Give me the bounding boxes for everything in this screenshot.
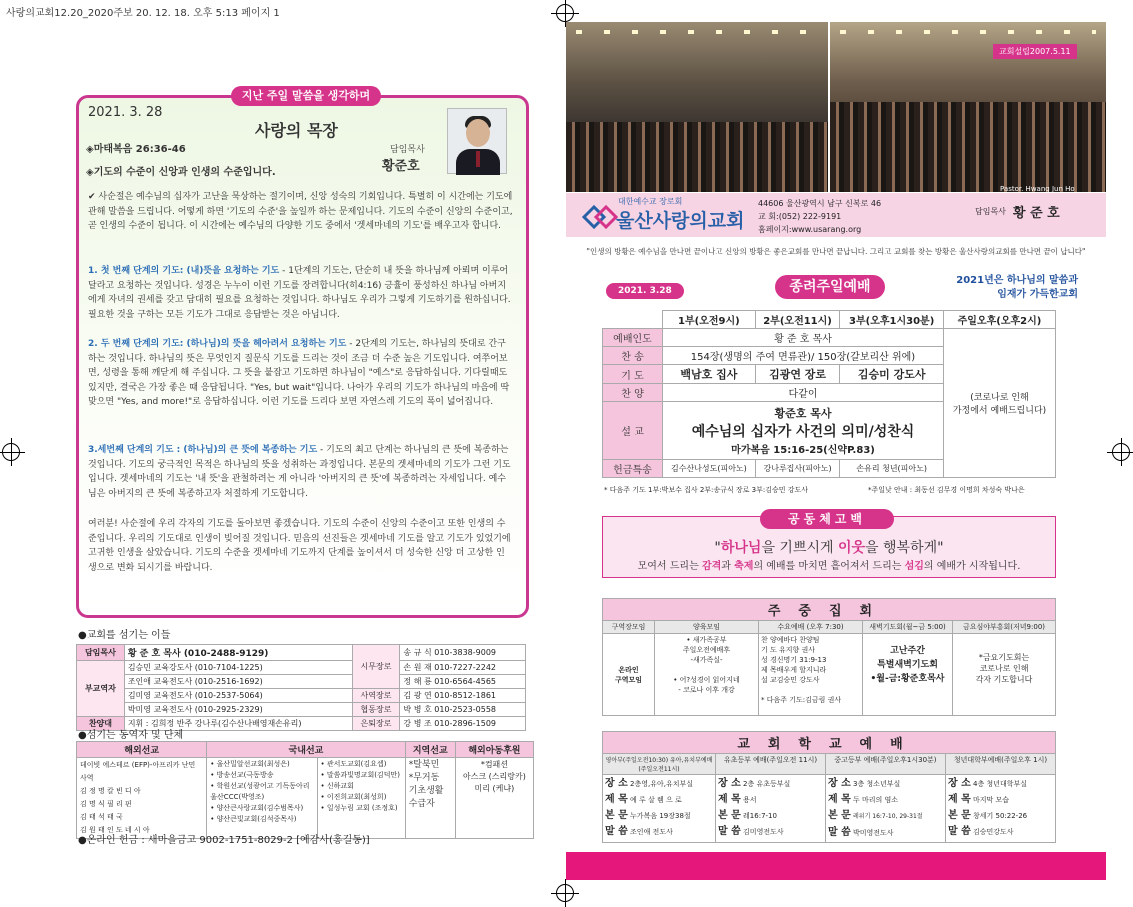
pastor-role: 담임목사: [390, 145, 425, 155]
pastor-name: 황준호: [382, 159, 420, 174]
church-logo-icon: [582, 203, 618, 229]
scripture-reference: ◈마태복음 26:36-46: [86, 144, 186, 155]
church-school-table: 교회학교예배 영아부(주일오전10:30) 유아,유치부예배(주일오전11시) 유초등부 예배(주일오전 11시) 중고등부 예배(주일오후1시30분) 청년대학부예배(주일오후 1시) 장 소 2층영,유아,유치부실 제 목 예 루 살 렘 으 로 본 문 누가복음 19장38절 말 씀 조인애 전도사 장 소 2층 유초등부실 제 목 용서 본 문 레16:7-10 말 씀 김미영전도사 장 소 3층 청소년부실 제 목 두 마리의 염소 본 문 레위기 16:7-10, 29-31절 말 씀 박미영전도사 장 소 4층 청년대학부실 제 목 마지막 모습 본 문 창세기 50:22-26 말 씀 김승민강도사: [602, 731, 1056, 843]
sermon-intro: ✔ 사순절은 예수님의 십자가 고난을 묵상하는 절기이며, 신앙 성숙의 기회입니다. 특별히 이 시간에는 기도에 관해 말씀을 드립니다. 어떻게 하면 '기도의 수준'을 높일까 하는 문제입니다. 기도의 수준이 신앙의 수준이고, 곧 인생의 수준이 됩니다. 이 시간에는 예수님의 다양한 기도 중에서 '겟세마네의 기도'를 배우고자 합니다.: [88, 192, 513, 231]
sermon-tab-label: 지난 주일 말씀을 생각하며: [231, 86, 381, 106]
church-slogan: "인생의 방황은 예수님을 만나면 끝이나고 신앙의 방황은 좋은교회를 만나면 끝납니다. 그리고 교회를 찾는 방황은 울산사랑의교회를 만나면 끝이 납니다": [586, 247, 1086, 256]
sermon-point-1: 1. 첫 번째 단계의 기도: (내)뜻을 요청하는 기도 - 1단계의 기도는, 단순히 내 뜻을 하나님께 아뢰며 이루어 달라고 요청하는 것입니다. 성경은 누누이 이런 기도를 장려합니다(히4:16) 긍휼이 풍성하신 하나님 아버지에게 자녀의 권세를 갖고 담대히 필요를 요청하는 것입니다. 하나님도 우리가 그렇게 기도하기를 원하십니다. 필요한 것을 구하는 모든 기도가 그대로 응답받는 것은 아닙니다.: [88, 266, 511, 320]
bar-pastor-name: 황 준 호: [1013, 206, 1060, 221]
worship-order-table: 1부(오전9시) 2부(오전11시) 3부(오후1시30분) 주일오후(오후2시) 예배인도 황 준 호 목사 (코로나로 인해 가정에서 예배드립니다) 찬 송 154장(생명의 주여 면류관)/ 150장(갈보리산 위에) 기 도 백남호 집사 김광연 장로 김승미 강도사 찬 양 다같이 설 교 황준호 목사 예수님의 십자가 사건의 의미/성찬식 마가복음 15:16-25(신약P.83) 헌금특송 김수산나성도(피아노) 강나루집사(피아노) 손유리 청년(피아노): [602, 310, 1056, 478]
church-address: 44606 울산광역시 남구 신복로 46 교 회:(052) 222-9191 홈페이지:www.usarang.org: [758, 199, 882, 234]
pastor-english-name: Pastor. Hwang Jun Ho: [1000, 185, 1075, 193]
sermon-point-2: 2. 두 번째 단계의 기도: (하나님)의 뜻을 헤아려서 요청하는 기도 - 2단계의 기도는, 하나님의 뜻대로 간구하는 것입니다. 하나님의 뜻은 무엇인지 질문식 기도를 드리는 것이 조금 더 수준 높은 기도입니다. 여쭈어보면, 성령을 통해 깨닫게 해 주십니다. 그 뜻을 붙잡고 기도하면 하나님이 "예스"로 응답하십니다. 기다릴때도 있지만, 결국은 가장 좋은 때 응답됩니다. "Yes, but wait"입니다. 나아가 우리의 기도가 하나님의 마음에 딱 맞으면 "Yes, and more!"로 응답하십니다. 이런 기도를 드리다 보면 자연스레 기도의 폭이 넓어집니다.: [88, 339, 510, 407]
missions-heading: ●섬기는 동역자 및 단체: [78, 730, 184, 741]
sermon-date: 2021. 3. 28: [88, 105, 163, 120]
year-theme: 2021년은 하나님의 말씀과 임재가 가득한교회: [956, 275, 1078, 300]
worship-title: 종려주일예배: [775, 275, 885, 299]
weekday-meetings-table: 주중집회 구역장모임 양육모임 수요예배 (오후 7:30) 새벽기도회(월~금 5:00) 금요심야부흥회(저녁9:00) 온라인 구역모임 • 새가족공부 주일오전예배후 -새가족실- • 어?성경이 읽어지네 - 코로나 이후 개강 찬 양예바다 찬양팀 기 도 유지향 권사 성 경신명기 31:9-13 제 목배우게 할지니라 설 교김승민 강도사 * 다음주 기도:김금림 권사 고난주간 특별새벽기도회 •월-금:황준호목사 *금요기도회는 코로나로 인해 각자 기도합니다: [602, 598, 1056, 716]
servants-table: 담임목사 황 준 호 목사 (010-2488-9129) 시무장로 송 규 식 010-3838-9009 부교역자 김승민 교육강도사 (010-7104-1225) 손 원 재 010-7227-2242 조인애 교육전도사 (010-2516-1692) 정 해 룡 010-6564-4565 김미영 교육전도사 (010-2537-5064) 사역장로 김 광 연 010-8512-1861 박미영 교육전도사 (010-2925-2329) 협동장로 박 병 호 010-2523-0558 찬양대 지휘 : 김희정 반주 강나루(김수산나배영재손유리) 은퇴장로 강 병 조 010-2896-1509: [76, 644, 526, 731]
community-confession-title: 공동체고백: [760, 509, 894, 529]
worship-date-badge: 2021. 3.28: [606, 283, 684, 299]
confession-sub-text: 모여서 드리는 감격과 축제의 예배를 마치면 흩어져서 드리는 섬김의 예배가 시작됩니다.: [637, 561, 1021, 572]
worship-photo-stage: [566, 22, 828, 192]
print-header: 사랑의교회12.20_2020주보 20. 12. 18. 오후 5:13 페이지 1: [6, 8, 280, 19]
servants-heading: ●교회를 섬기는 이들: [78, 630, 171, 641]
ushers-note: *주일낮 안내 : 최동선 김무경 이명희 차성숙 박나은: [868, 486, 1025, 494]
registration-mark-icon: [556, 4, 574, 22]
registration-mark-icon: [1112, 443, 1130, 461]
denomination-label: 대한예수교 장로회: [618, 197, 683, 206]
pastoral-column-title: 사랑의 목장: [255, 121, 338, 140]
sermon-subtitle: ◈기도의 수준이 신앙과 인생의 수준입니다.: [86, 167, 276, 178]
sermon-point-3: 3.세번째 단계의 기도 : (하나님)의 큰 뜻에 복종하는 기도 - 기도의 최고 단계는 하나님의 큰 뜻에 복종하는 것입니다. 기도의 궁극적인 목적은 하나님의 뜻을 성취하는 과정입니다. 본문의 겟세마네의 기도가 그런 기도입니다. 겟세마네의 기도는 '내 뜻'을 관철하려는 게 아니라 '아버지의 큰 뜻'에 복종하려는 자세입니다. 예수님은 아버지의 큰 뜻에 복종하고자 처절하게 기도합니다.: [88, 445, 511, 499]
online-offering-info: ●온라인 헌금 : 새마을금고 9002-1751-8029-2 [예감사(홍길동)]: [78, 835, 370, 846]
next-week-prayer-note: * 다음주 기도 1부:박보수 집사 2부:송규식 장로 3부:김승민 강도사: [604, 486, 809, 494]
footer-color-bar: [566, 852, 1106, 880]
pastor-photo: [447, 108, 507, 174]
confession-main-text: "하나님을 기쁘시게 이웃을 행복하게": [714, 540, 944, 556]
registration-mark-icon: [2, 443, 20, 461]
sermon-conclusion: 여러분! 사순절에 우리 각자의 기도를 돌아보면 좋겠습니다. 기도의 수준이 신앙의 수준이고 또한 인생의 수준입니다. 우리의 기도대로 인생이 빚어질 것입니다. 믿음의 선진들은 겟세마네 기도를 알고 기도가 있었기에 고귀한 인생을 살았습니다. 기도의 수준을 겟세마네 기도까지 단계를 높이셔서 더 성숙한 신앙 더 고상한 인생으로 변화 되시기를 바랍니다.: [88, 519, 511, 573]
bar-pastor-role: 담임목사: [975, 207, 1006, 216]
church-name: 울산사랑의교회: [616, 210, 745, 232]
established-badge: 교회설립2007.5.11: [993, 44, 1077, 59]
missions-table: 해외선교 국내선교 지역선교 해외아동후원 데이빗 에스테르 (EFP)-아프리카 난민 사역 김 정 명 칼 빈 디 아 김 명 식 필 리 핀 김 태 석 태 국 김 원 태 인 도 네 시 아 • 울산밀알선교회(최성은) • 방송선교(극동방송 • 학원선교(성광어고 기독동아리 울산CCC(박영조) • 양산큰사랑교회(김수범목사) • 양산큰빛교회(김석중목사) • 관서도교회(김요셉) • 말씀과빛명교회(김덕만) • 신하교회 • 이진희교회(최성희) • 일성누림 교회 (조정호) *탈북민 *무거동 기초생활 수급자 *컴패션 아스크 (스리랑카) 미리 (케냐): [76, 741, 534, 839]
registration-mark-icon: [556, 884, 574, 902]
